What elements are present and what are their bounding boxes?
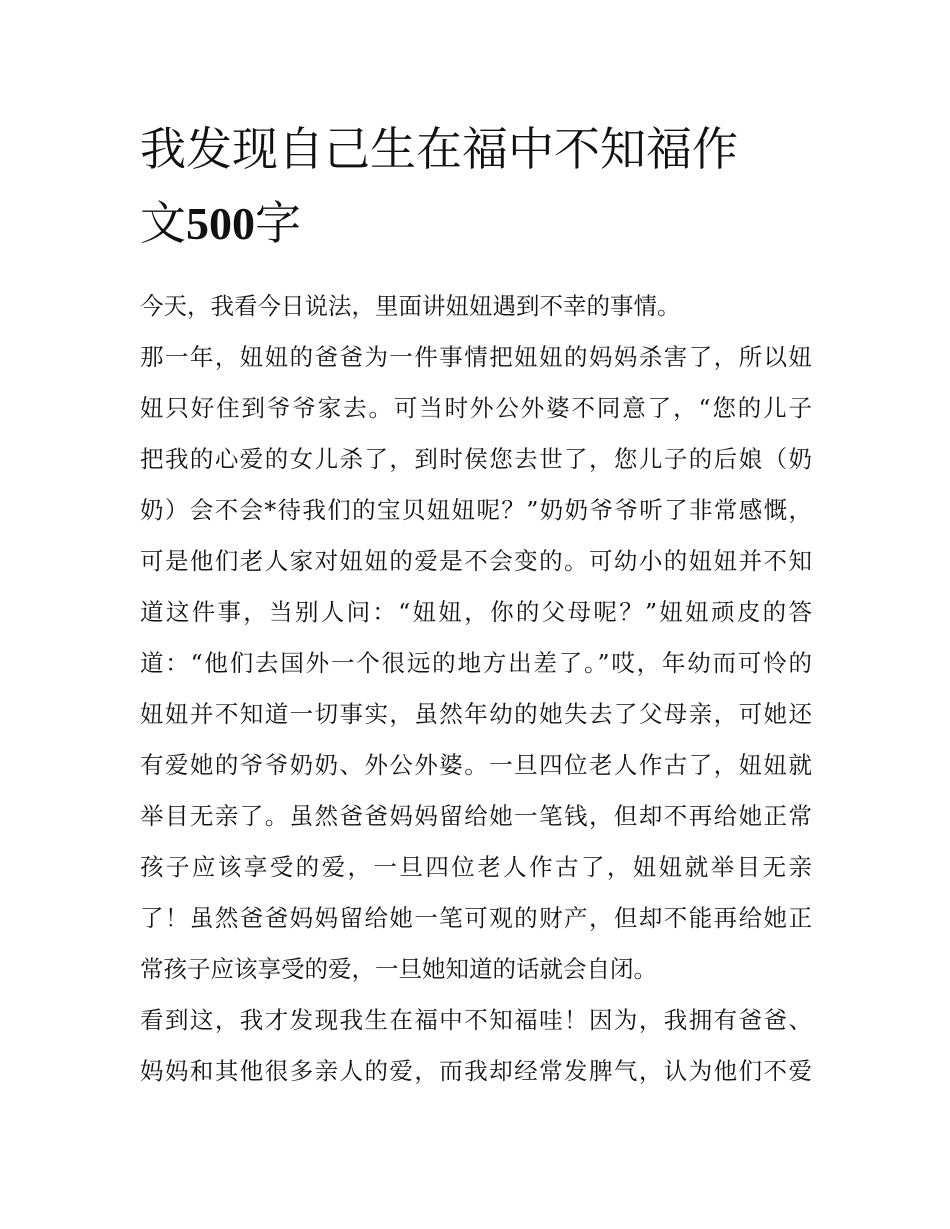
paragraph-1 [140,281,812,332]
paragraph-line: 今天，我看今日说法，里面讲妞妞遇到不幸的事情。 [140,292,681,320]
paragraph-line: 把我的心爱的女儿杀了，到时侯您去世了，您儿子的后娘（奶 [140,445,812,473]
paragraph-line: 看到这，我才发现我生在福中不知福哇！因为，我拥有爸爸、 [140,1006,812,1034]
paragraph-line: 常孩子应该享受的爱，一旦她知道的话就会自闭。 [140,955,657,983]
paragraph-line: 那一年，妞妞的爸爸为一件事情把妞妞的妈妈杀害了，所以妞 [140,343,812,371]
document-content [140,112,812,1097]
paragraph-2 [140,332,812,995]
document-title [140,112,800,261]
essay-body [140,281,812,1097]
paragraph-3 [140,995,812,1097]
title-line-2-prefix: 文 [140,196,186,250]
paragraph-line: 妞妞并不知道一切事实，虽然年幼的她失去了父母亲，可她还 [140,700,812,728]
paragraph-line: 了！虽然爸爸妈妈留给她一笔可观的财产，但却不能再给她正 [140,904,812,932]
paragraph-line: 妞只好住到爷爷家去。可当时外公外婆不同意了，“您的儿子 [140,394,812,422]
paragraph-line: 可是他们老人家对妞妞的爱是不会变的。可幼小的妞妞并不知 [140,547,812,575]
paragraph-line: 道这件事，当别人问：“妞妞，你的父母呢？”妞妞顽皮的答 [140,598,812,626]
paragraph-line: 有爱她的爷爷奶奶、外公外婆。一旦四位老人作古了，妞妞就 [140,751,812,779]
paragraph-line: 妈妈和其他很多亲人的爱，而我却经常发脾气，认为他们不爱 [140,1057,812,1085]
paragraph-line: 举目无亲了。虽然爸爸妈妈留给她一笔钱，但却不再给她正常 [140,802,812,830]
paragraph-line: 道：“他们去国外一个很远的地方出差了。”哎，年幼而可怜的 [140,649,812,677]
title-number: 500 [186,198,255,249]
paragraph-line: 奶）会不会*待我们的宝贝妞妞呢？”奶奶爷爷听了非常感慨， [140,496,812,524]
title-line-1: 我发现自己生在福中不知福作 [140,122,738,176]
paragraph-line: 孩子应该享受的爱，一旦四位老人作古了，妞妞就举目无亲 [140,853,812,881]
title-line-2-suffix: 字 [255,196,301,250]
